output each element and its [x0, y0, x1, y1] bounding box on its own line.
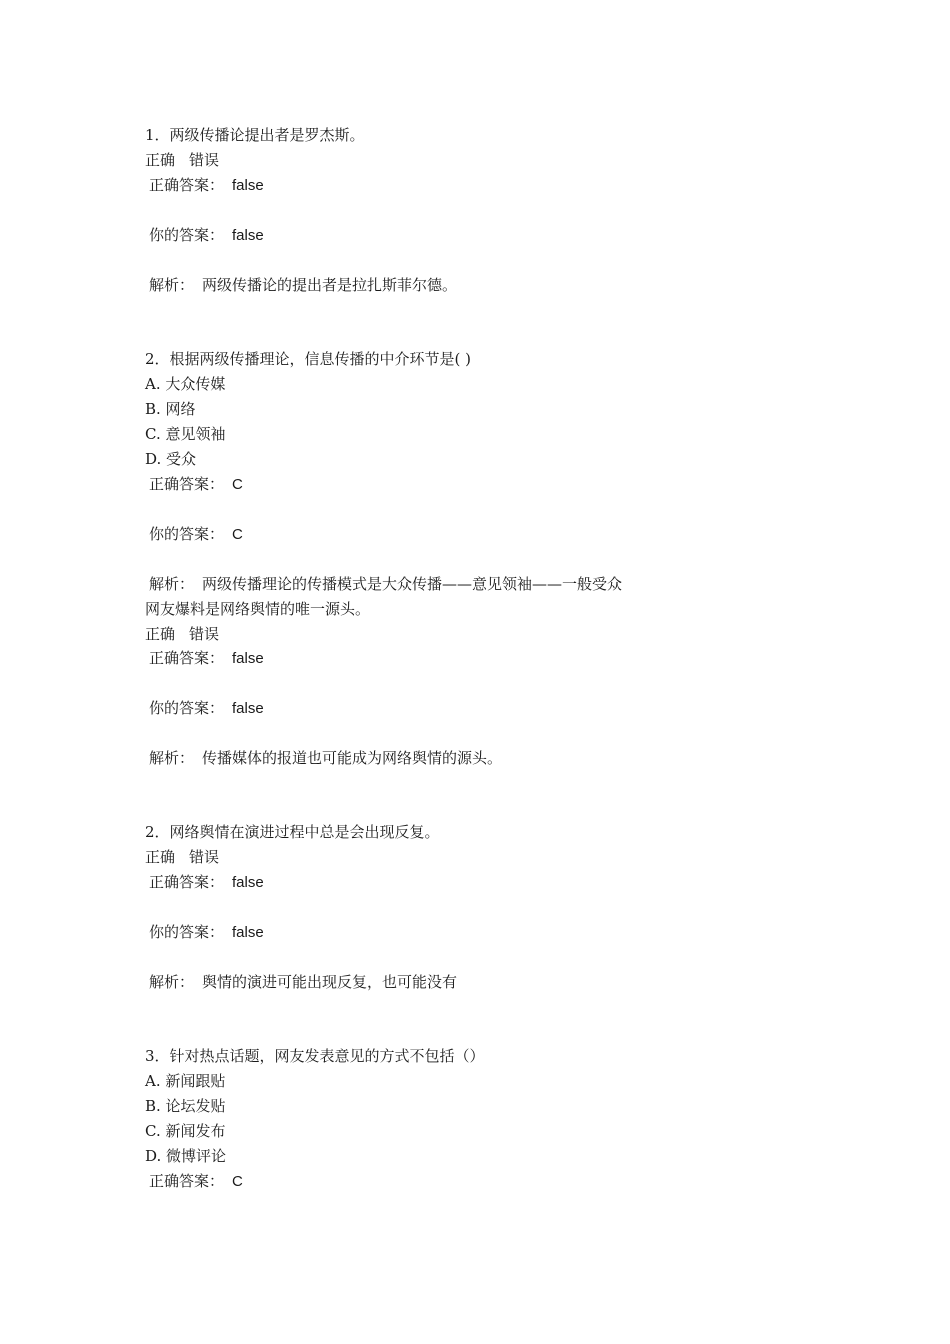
- question-2-correct-answer: [149, 474, 243, 494]
- your-answer-value: false: [232, 227, 264, 244]
- question-5-stem: 3．针对热点话题，网友发表意见的方式不包括（）: [145, 1047, 485, 1065]
- option-true[interactable]: 正确: [145, 625, 176, 643]
- your-answer-label: 你的答案：: [149, 226, 225, 244]
- question-5-option-b[interactable]: B. 论坛发贴: [145, 1097, 226, 1115]
- question-4-your-answer: [149, 922, 264, 942]
- correct-answer-value: C: [232, 1173, 243, 1190]
- your-answer-value: false: [232, 924, 264, 941]
- question-3-analysis: [149, 748, 502, 768]
- option-false[interactable]: 错误: [189, 151, 220, 169]
- question-1-analysis: [149, 275, 457, 295]
- question-1-your-answer: [149, 225, 264, 245]
- correct-answer-label: 正确答案：: [149, 649, 225, 667]
- analysis-text: 舆情的演进可能出现反复，也可能没有: [202, 973, 458, 991]
- question-4-correct-answer: [149, 872, 264, 892]
- question-3-stem: 网友爆料是网络舆情的唯一源头。: [145, 600, 371, 618]
- question-4-tf-options: [145, 847, 219, 867]
- question-4-analysis: [149, 972, 457, 992]
- correct-answer-label: 正确答案：: [149, 1172, 225, 1190]
- question-2-option-b[interactable]: B. 网络: [145, 400, 196, 418]
- option-false[interactable]: 错误: [189, 848, 220, 866]
- analysis-label: 解析：: [149, 749, 195, 767]
- analysis-label: 解析：: [149, 973, 195, 991]
- your-answer-value: C: [232, 526, 243, 543]
- question-3-your-answer: [149, 698, 264, 718]
- correct-answer-label: 正确答案：: [149, 475, 225, 493]
- question-4-stem: 2．网络舆情在演进过程中总是会出现反复。: [145, 823, 440, 841]
- option-false[interactable]: 错误: [189, 625, 220, 643]
- your-answer-value: false: [232, 700, 264, 717]
- question-5-correct-answer: [149, 1171, 243, 1191]
- question-2-stem: 2．根据两级传播理论，信息传播的中介环节是( ): [145, 350, 472, 368]
- analysis-text: 两级传播理论的传播模式是大众传播——意见领袖——一般受众: [202, 575, 623, 593]
- question-1-stem: 1．两级传播论提出者是罗杰斯。: [145, 126, 365, 144]
- option-true[interactable]: 正确: [145, 848, 176, 866]
- your-answer-label: 你的答案：: [149, 525, 225, 543]
- analysis-label: 解析：: [149, 276, 195, 294]
- analysis-text: 传播媒体的报道也可能成为网络舆情的源头。: [202, 749, 503, 767]
- question-1-tf-options: [145, 150, 219, 170]
- correct-answer-value: false: [232, 650, 264, 667]
- question-3-tf-options: [145, 624, 219, 644]
- question-2-option-a[interactable]: A. 大众传媒: [145, 375, 226, 393]
- question-2-option-d[interactable]: D. 受众: [145, 450, 197, 468]
- analysis-text: 两级传播论的提出者是拉扎斯菲尔德。: [202, 276, 458, 294]
- question-5-option-d[interactable]: D. 微博评论: [145, 1147, 227, 1165]
- correct-answer-value: C: [232, 476, 243, 493]
- correct-answer-label: 正确答案：: [149, 873, 225, 891]
- your-answer-label: 你的答案：: [149, 699, 225, 717]
- question-5-option-c[interactable]: C. 新闻发布: [145, 1122, 226, 1140]
- question-5-option-a[interactable]: A. 新闻跟贴: [145, 1072, 226, 1090]
- question-2-analysis: [149, 574, 622, 594]
- question-2-your-answer: [149, 524, 243, 544]
- option-true[interactable]: 正确: [145, 151, 176, 169]
- correct-answer-value: false: [232, 874, 264, 891]
- question-1-correct-answer: [149, 175, 264, 195]
- analysis-label: 解析：: [149, 575, 195, 593]
- question-3-correct-answer: [149, 648, 264, 668]
- correct-answer-label: 正确答案：: [149, 176, 225, 194]
- your-answer-label: 你的答案：: [149, 923, 225, 941]
- question-2-option-c[interactable]: C. 意见领袖: [145, 425, 226, 443]
- correct-answer-value: false: [232, 177, 264, 194]
